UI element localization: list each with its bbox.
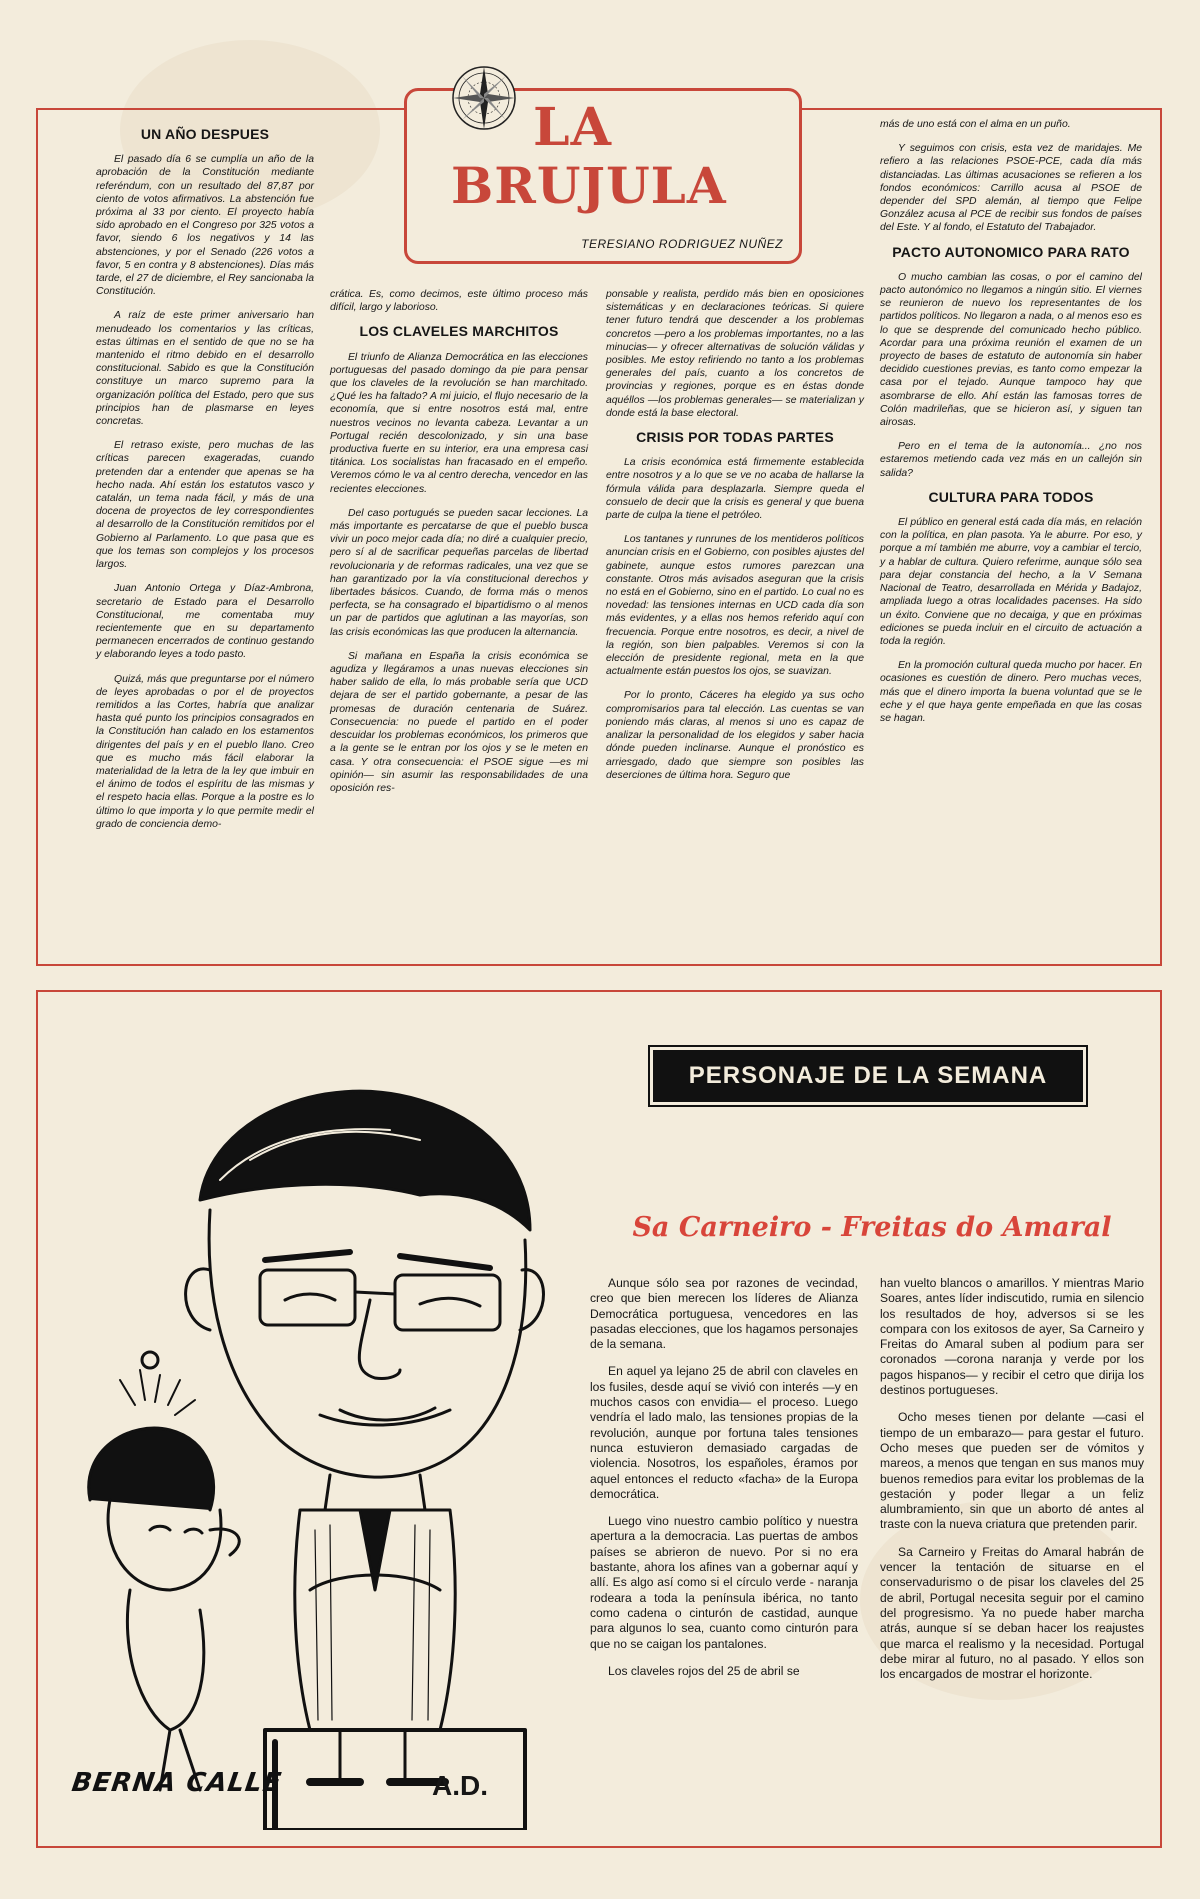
paragraph: El público en general está cada día más, en relación con la política, en plan pasota. Ya le aburre. Por eso, y porque a mí también me aburre, voy a cambiar el tercio, y a hablar de cultura. Quiero referirme, aunque sólo sea para dejar constancia del hecho, a la V Semana Nacional de Teatro, desarrollada en Mérida y Badajoz, ampliada luego a otras localidades pacenses. Ha sido un éxito. Conviene que no decaiga, y que en próximas ediciones se pueda incluir en el circuito de actuación a toda la región. [880,517,1142,647]
paragraph: más de uno está con el alma en un puño. [880,119,1071,130]
masthead-title-line1: LA [533,97,612,158]
section-heading: CULTURA PARA TODOS [928,488,1094,505]
masthead-title [451,99,791,215]
artist-signature: BERNA CALLE [69,1768,284,1798]
section-heading: UN AÑO DESPUES [140,126,270,142]
paragraph: Aunque sólo sea por razones de vecindad, creo que bien merecen los líderes de Alianza Democrática portuguesa, vencedores en las pasadas elecciones, que los hagamos personajes de la semana. [590,1276,858,1352]
paragraph: En la promoción cultural queda mucho por hacer. En ocasiones es cuestión de dinero. Pero muchas veces, más que el dinero importa la buena voluntad que se le eche y el que haya gente empeñada en que las cosas se hagan. [880,660,1142,724]
article-column-4 [880,118,1142,736]
section-heading: CRISIS POR TODAS PARTES [636,429,834,446]
article-column-2 [330,288,588,806]
paragraph: Los tantanes y runrunes de los mentideros políticos anuncian crisis en el Gobierno, con posibles ajustes del gabinete, aunque estos rumores parezcan una constante. Otros más avisados aseguran que la crisis no está en el Gobierno, sino en el partido. Lo cual no es novedad: las tensiones internas en UCD cada día son más evidentes, y a ellas nos hemos referido aquí con frecuencia. Porque entre nosotros, es decir, a nivel de la región, son bien palpables. Veremos si con la elección de presidente regional, meta en la que actualmente están puestos los ojos, se suavizan. [606,534,864,678]
paragraph: Pero en el tema de la autonomía... ¿no nos estaremos metiendo cada vez más en un callejón sin salida? [880,441,1142,479]
masthead-title-line2: BRUJULA [451,156,727,215]
paragraph: han vuelto blancos o amarillos. Y mientras Mario Soares, antes líder indiscutido, rumia en silencio los resultados de hoy, adversos si se les compara con los exitosos de ayer, Sa Carneiro y Freitas do Amaral suben al podium para ser coronados —corona naranja y verde por los pagos hispanos— y recibir el cetro que dirija los destinos portugueses. [880,1276,1144,1398]
paragraph: El retraso existe, pero muchas de las críticas parecen exageradas, cuando pretenden dar a entender que apenas se ha hecho nada. Ahí están los estatutos vasco y catalán, un tema nada fácil, y más de una docena de proyectos de ley correspondientes al desarrollo de la Constitución remitidos por el Gobierno al Parlamento. Lo que pasa que es que los temas son complejos y los procesos largos. [96,440,314,571]
masthead [404,88,802,264]
author-byline: TERESIANO RODRIGUEZ NUÑEZ [581,237,783,251]
article-column-3 [606,288,864,793]
paragraph: Luego vino nuestro cambio político y nuestra apertura a la democracia. Las puertas de ambos países se abrieron de nuevo. Por si no era bastante, ahora los afines van a gobernar aquí y allí. Es algo así como si el círculo verde - naranja rodeara a toda la península ibérica, no tanto como cadena o cinturón de castidad, aunque para algunos lo sea, cuanto como cinturón para que no se caigan los pantalones. [590,1514,858,1651]
paragraph: Los claveles rojos del 25 de abril se [608,1663,800,1678]
paragraph: Quizá, más que preguntarse por el número de leyes aprobadas o por el de proyectos remitidos a las Cortes, habría que analizar hasta qué punto los principios consagrados en la Constitución han calado en los estamentos dirigentes del país y en el pueblo llano. Creo que es mucho más fácil elaborar la materialidad de la letra de la ley que imbuir en el ánimo de todos el espíritu de las mismas y el respeto hacia ellas. Porque a la postre es lo último lo que importa y lo que permite medir el grado de conciencia demo- [96,673,314,830]
paragraph: A raíz de este primer aniversario han menudeado los comentarios y las críticas, estas últimas en el sentido de que no se ha mantenido el ritmo debido en el desarrollo constitucional. Sabido es que la Constitución constituye un marco supremo para la organización política del Estado, pero que sus principios han de plasmarse en leyes concretas. [96,310,314,428]
feature-column-2 [880,1276,1144,1694]
paragraph: ponsable y realista, perdido más bien en oposiciones sistemáticas y en declaraciones teóricas. Si quiere tener futuro tendrá que descender a los problemas concretos —pero a los problemas importantes, no a las minucias— y ofrecer alternativas de solución válidas y posibles. Me estoy refiriendo no tanto a los problemas generales del país, cuanto a los concretos de provincias y regiones, porque es en éstas donde aquéllos —los problemas generales— se materializan y donde está la base electoral. [606,289,864,419]
paragraph: crática. Es, como decimos, este último proceso más difícil, largo y laborioso. [330,289,588,314]
paragraph: Juan Antonio Ortega y Díaz-Ambrona, secretario de Estado para el Desarrollo Constitucional, me comentaba muy recientemente que en su departamento permanecen encerrados de continuo gestando y elaborando leyes a todo pasto. [96,583,314,661]
paragraph: La crisis económica está firmemente establecida entre nosotros y a lo que se ve no acaba de hallarse la fórmula válida para desplazarla. Siempre queda el consuelo de decir que la crisis es general y que buena parte de culpa la tiene el petróleo. [606,457,864,522]
feature-column-1 [590,1276,858,1691]
paragraph: O mucho cambian las cosas, o por el camino del pacto autonómico no llegamos a ningún sitio. El viernes se reunieron de nuevo los representantes de los partidos políticos. No llegaron a nada, o al menos eso es lo que se desprende del comunicado hecho público. Acordar para una próxima reunión el examen de un proyecto de bases de estatuto de autonomía sin haber decidido cuestiones previas, es tanto como empezar la casa por el tejado. Aunque tampoco hay que asombrarse de ello. Ahí están las famosas torres de Colón madrileñas, que se hicieron así, y siguen tan airosas. [880,271,1142,429]
paragraph: Del caso portugués se pueden sacar lecciones. La más importante es percatarse de que el pueblo busca vivir un poco mejor cada día; no diré a cualquier precio, pero sí al de sacrificar pequeñas parcelas de libertad revolucionaria y de reformas radicales, una vez que se han garantizado por la vía constitucional derechos y libertades básicos. Cuando, de forma más o menos perfecta, se ha consagrado el bipartidismo o al menos un par de partidos que aglutinan a las mayorías, son las crisis económicas las que producen la alternancia. [330,507,588,638]
section-heading: LOS CLAVELES MARCHITOS [359,323,559,340]
section-label-banner: PERSONAJE DE LA SEMANA [650,1047,1086,1105]
paragraph: Y seguimos con crisis, esta vez de maridajes. Me refiero a las relaciones PSOE-PCE, cada día más distanciadas. Las últimas acusaciones se refieren a los fondos económicos: Carrillo acusa al PSOE de depender del SPD alemán, al tiempo que Felipe González acusa al PCE de recibir sus fondos de países del Este. Y al fondo, el Estatuto del Trabajador. [880,143,1142,234]
paragraph: Sa Carneiro y Freitas do Amaral habrán de vencer la tentación de situarse en el conservadurismo o de pisar los claveles del 25 de abril, Portugal necesita seguir por el camino del progresismo. Ya no puede haber marcha atrás, aunque sí se deban hacer los reajustes que marca el realismo y la necesidad. Portugal debe mirar al futuro, no al pasado. Y ellos son los encargados de mostrar el horizonte. [880,1544,1144,1682]
paragraph: Ocho meses tienen por delante —casi el tiempo de un embarazo— para gestar el futuro. Ocho meses que pueden ser de vómitos y mareos, a menos que tengan en sus manos muy buenos remedios para evitar los problemas de la gestación y poder llegar a un feliz alumbramiento, sin que un aborto dé antes al traste con la nueva criatura que pretenden parir. [880,1410,1144,1532]
caricature-illustration [60,1030,580,1830]
paragraph: El pasado día 6 se cumplía un año de la aprobación de la Constitución mediante referéndum, con un resultado del 87,87 por ciento de votos afirmativos. La abstención fue próxima al 33 por ciento. El proyecto había sido aprobado en el Congreso por 325 votos a favor, siendo 6 los negativos y 14 las abstenciones, y por el Senado (226 votos a favor, 5 en contra y 8 abstenciones). Días más tarde, el 27 de diciembre, el Rey sancionaba la Constitución. [96,154,314,298]
pedestal-label: A.D. [432,1770,488,1801]
paragraph: En aquel ya lejano 25 de abril con claveles en los fusiles, desde aquí se vivió con interés —y en muchos casos con envidia— el proceso. Luego vendría el lado malo, las tensiones propias de la revolución, aunque por fortuna tales tensiones nunca estuvieron demasiado cargadas de violencia. Nosotros, los españoles, éramos por aquel entonces el reducto «facha» de la Europa democrática. [590,1364,858,1501]
paragraph: Si mañana en España la crisis económica se agudiza y llegáramos a unas nuevas elecciones sin haber salido de ella, lo más probable sería que UCD dejara de ser el partido gobernante, a pesar de las promesas de duración centenaria de Suárez. Consecuencia: no puede el partido en el poder descuidar los problemas económicos, los primeros que a la gente se le entran por los ojos y se le meten en casa. Y otra consecuencia: el PSOE sigue —es mi opinión— sin asumir las responsabilidades de una oposición res- [330,650,588,794]
section-heading: PACTO AUTONOMICO PARA RATO [892,243,1130,260]
paragraph: El triunfo de Alianza Democrática en las elecciones portuguesas del pasado domingo da pie para pensar que los claveles de la revolución se han marchitado. ¿Qué les ha faltado? A mi juicio, el flujo necesario de la economía, que si entre nosotros está mal, entre nuestros vecinos no levanta cabeza. Levantar a un Portugal recién descolonizado, y sin una base productiva fuerte en su interior, era una empresa casi titánica. Los socialistas han fracasado en el empeño. Veremos cómo le va al centro derecha, vencedor en las recientes elecciones. [330,351,588,495]
paragraph: Por lo pronto, Cáceres ha elegido ya sus ocho compromisarios para tal elección. Las cuentas se van poniendo más claras, al menos si uno es capaz de analizar la personalidad de los elegidos y saber hacia dónde pueden inclinarse. Aunque el pronóstico es arriesgado, dado que siempre son posibles las deserciones de última hora. Seguro que [606,690,864,781]
article-column-1 [96,124,314,842]
feature-headline: Sa Carneiro - Freitas do Amaral [632,1212,1112,1243]
